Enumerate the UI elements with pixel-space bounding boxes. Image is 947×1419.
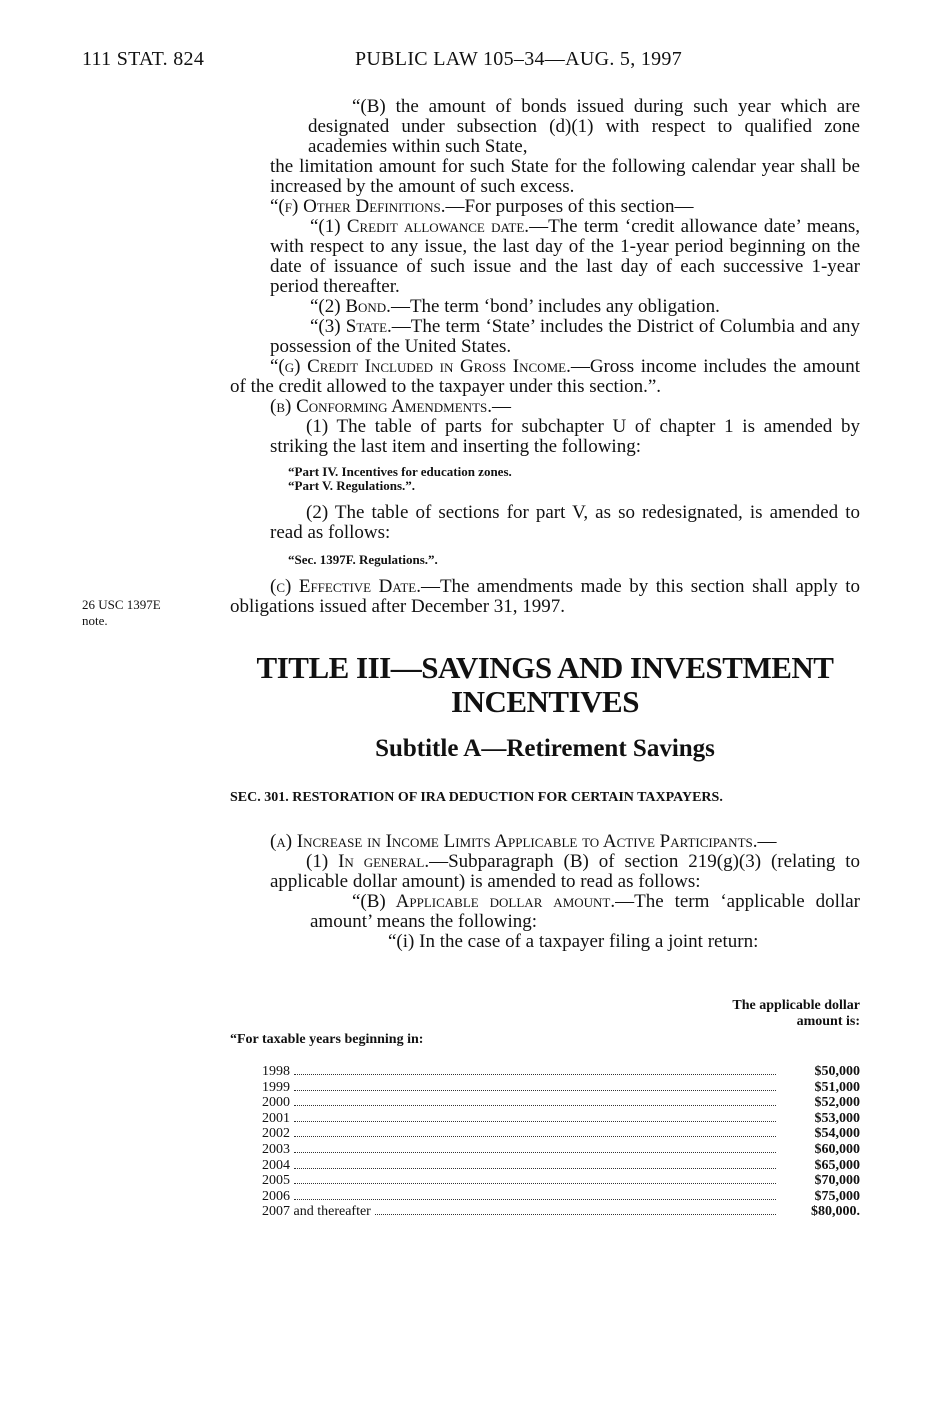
- table-row-amount: $80,000.: [811, 1204, 860, 1220]
- paragraph-increase-income-limits: (a) Increase in Income Limits Applicable to Active Participants.—: [270, 831, 777, 852]
- heading-conforming-amendments: (b) Conforming Amendments.: [270, 396, 492, 417]
- table-row-year: 2004: [262, 1157, 290, 1173]
- table-row: [262, 1189, 860, 1205]
- paragraph-table-of-sections: (2) The table of sections for part V, as so redesignated, is amended to read as follows:: [270, 502, 860, 543]
- table-row-amount: $70,000: [814, 1173, 860, 1189]
- table-row-amount: $54,000: [814, 1126, 860, 1142]
- table-row-year: 1999: [262, 1079, 290, 1095]
- table-row-amount: $52,000: [814, 1095, 860, 1111]
- statute-text-block: [230, 97, 860, 617]
- inserted-part-iv: “Part IV. Incentives for education zones.: [288, 464, 512, 479]
- leader-dots: [375, 1214, 776, 1215]
- leader-dots: [294, 1105, 776, 1106]
- heading-other-definitions: “(f) Other Definitions.: [270, 196, 446, 217]
- leader-dots: [294, 1090, 776, 1091]
- leader-dots: [294, 1183, 776, 1184]
- heading-bond: “(2) Bond.: [310, 296, 391, 317]
- header-public-law: PUBLIC LAW 105–34—AUG. 5, 1997: [355, 48, 683, 70]
- paragraph-state: “(3) State.—The term ‘State’ includes the District of Columbia and any possession of the United States.: [270, 316, 860, 357]
- table-row-amount: $65,000: [814, 1157, 860, 1173]
- table-row: [262, 1111, 860, 1127]
- section-301-text: [230, 832, 860, 952]
- leader-dots: [294, 1121, 776, 1122]
- leader-dots: [294, 1074, 776, 1075]
- paragraph-applicable-dollar-amount: “(B) Applicable dollar amount.—The term ‘applicable dollar amount’ means the following:: [310, 891, 860, 932]
- table-column-year-header: “For taxable years beginning in:: [230, 1032, 424, 1047]
- table-row-year: 2003: [262, 1141, 290, 1157]
- table-row: [262, 1080, 860, 1096]
- paragraph-conforming-amendments: (b) Conforming Amendments.—: [270, 396, 511, 417]
- table-row: [262, 1204, 860, 1220]
- heading-state: “(3) State.: [310, 316, 392, 337]
- paragraph-b-item: “(B) the amount of bonds issued during such year which are designated under subsection (d)(1) with respect to qualified zone academies within such State,: [308, 96, 860, 157]
- table-row: [262, 1142, 860, 1158]
- table-row: [262, 1126, 860, 1142]
- inserted-part-v: “Part V. Regulations.”.: [288, 478, 415, 493]
- table-row-year: 2007 and thereafter: [262, 1204, 371, 1220]
- leader-dots: [294, 1136, 776, 1137]
- heading-effective-date: (c) Effective Date.: [270, 576, 421, 597]
- margin-note: [82, 597, 161, 629]
- paragraph-effective-date: (c) Effective Date.—The amendments made by this section shall apply to obligations issued after December 31, 1997.: [230, 576, 860, 617]
- heading-applicable-dollar-amount: “(B) Applicable dollar amount.: [352, 891, 616, 912]
- dollar-amount-table: [262, 1064, 860, 1220]
- leader-dots: [294, 1199, 776, 1200]
- table-row-year: 2000: [262, 1095, 290, 1111]
- paragraph-f-definitions: “(f) Other Definitions.—For purposes of this section—: [270, 196, 694, 217]
- table-row: [262, 1064, 860, 1080]
- heading-increase-income-limits: (a) Increase in Income Limits Applicable to Active Participants.: [270, 831, 758, 852]
- inserted-sec-1397f: “Sec. 1397F. Regulations.”.: [288, 552, 438, 567]
- table-column-amount-header: The applicable dollar amount is:: [732, 998, 860, 1029]
- heading-credit-allowance-date: “(1) Credit allowance date.: [310, 216, 530, 237]
- section-301-heading: SEC. 301. RESTORATION OF IRA DEDUCTION FOR CERTAIN TAXPAYERS.: [230, 790, 723, 805]
- margin-note-label: note.: [82, 613, 108, 628]
- header-stat-citation: 111 STAT. 824: [82, 48, 205, 70]
- table-row-amount: $51,000: [814, 1079, 860, 1095]
- title-iii-heading: TITLE III—SAVINGS AND INVESTMENT INCENTIVES: [256, 650, 834, 719]
- paragraph-limitation: the limitation amount for such State for the following calendar year shall be increased by the amount of such excess.: [270, 156, 860, 197]
- leader-dots: [294, 1152, 776, 1153]
- paragraph-g-credit-gross-income: “(g) Credit Included in Gross Income.—Gross income includes the amount of the credit allowed to the taxpayer under this section.”.: [230, 356, 860, 397]
- table-row-amount: $53,000: [814, 1110, 860, 1126]
- table-row-year: 2002: [262, 1126, 290, 1142]
- table-row-year: 2005: [262, 1173, 290, 1189]
- paragraph-credit-allowance-date: “(1) Credit allowance date.—The term ‘credit allowance date’ means, with respect to any issue, the last day of the 1-year period beginning on the date of issuance of such issue and the last day of each successive 1-year period thereafter.: [270, 216, 860, 297]
- table-row-amount: $50,000: [814, 1064, 860, 1079]
- table-row: [262, 1173, 860, 1189]
- paragraph-joint-return: “(i) In the case of a taxpayer filing a joint return:: [388, 931, 759, 952]
- table-row: [262, 1158, 860, 1174]
- subtitle-a-heading: Subtitle A—Retirement Savings: [375, 735, 715, 762]
- heading-credit-included: “(g) Credit Included in Gross Income.: [270, 356, 571, 377]
- heading-in-general: (1) In general.: [306, 851, 430, 872]
- table-row-year: 2006: [262, 1188, 290, 1204]
- paragraph-table-of-parts: (1) The table of parts for subchapter U of chapter 1 is amended by striking the last item and inserting the following:: [270, 416, 860, 457]
- paragraph-in-general: (1) In general.—Subparagraph (B) of section 219(g)(3) (relating to applicable dollar amount) is amended to read as follows:: [270, 851, 861, 892]
- table-row-amount: $75,000: [814, 1188, 860, 1204]
- table-row-year: 2001: [262, 1110, 290, 1126]
- table-row-year: 1998: [262, 1064, 290, 1079]
- table-row: [262, 1095, 860, 1111]
- leader-dots: [294, 1168, 776, 1169]
- table-row-amount: $60,000: [814, 1141, 860, 1157]
- margin-note-citation: 26 USC 1397E: [82, 597, 161, 612]
- paragraph-bond: “(2) Bond.—The term ‘bond’ includes any obligation.: [310, 296, 720, 317]
